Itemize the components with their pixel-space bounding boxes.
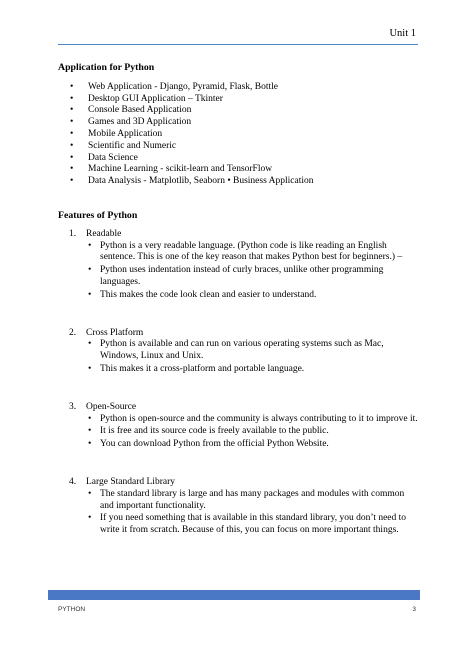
feature-title-text: Readable bbox=[86, 228, 122, 239]
list-item-text: Web Application - Django, Pyramid, Flask, Bottle bbox=[88, 81, 279, 92]
list-item-text: Python is a very readable language. (Python code is like reading an English sentence. This is one of the key reason that makes Python best for beginners.) – bbox=[100, 240, 403, 263]
list-item bbox=[58, 439, 420, 451]
feature-points bbox=[58, 241, 420, 302]
list-item-text: Scientific and Numeric bbox=[88, 140, 177, 151]
bullet-icon: • bbox=[88, 413, 92, 424]
feature-number: 4. bbox=[69, 476, 77, 487]
feature-cross-platform bbox=[58, 328, 420, 376]
header-unit-label: Unit 1 bbox=[389, 28, 416, 39]
list-item bbox=[58, 339, 420, 363]
document-body bbox=[58, 62, 420, 538]
bullet-icon: • bbox=[88, 363, 92, 374]
bullet-icon: • bbox=[70, 81, 74, 92]
bullet-icon: • bbox=[88, 265, 92, 276]
feature-points bbox=[58, 339, 420, 375]
list-item-text: Console Based Application bbox=[88, 105, 192, 116]
list-item-text: Data Analysis - Matplotlib, Seaborn • Business Application bbox=[88, 176, 314, 187]
bullet-icon: • bbox=[88, 426, 92, 437]
header-rule bbox=[58, 44, 418, 45]
bullet-icon: • bbox=[70, 140, 74, 151]
list-item bbox=[58, 82, 420, 94]
footer-bar bbox=[48, 590, 420, 600]
feature-title bbox=[58, 328, 420, 340]
feature-title-text: Open-Source bbox=[86, 401, 137, 412]
list-item bbox=[58, 364, 420, 376]
bullet-icon: • bbox=[70, 105, 74, 116]
spacer bbox=[58, 452, 420, 477]
bullet-icon: • bbox=[70, 117, 74, 128]
feature-title bbox=[58, 477, 420, 489]
feature-open-source bbox=[58, 402, 420, 451]
bullet-icon: • bbox=[88, 513, 92, 524]
list-item-text: Desktop GUI Application – Tkinter bbox=[88, 93, 223, 104]
feature-number: 1. bbox=[69, 228, 77, 239]
list-item bbox=[58, 290, 420, 302]
bullet-icon: • bbox=[70, 176, 74, 187]
spacer bbox=[58, 303, 420, 328]
list-item bbox=[58, 164, 420, 176]
list-item bbox=[58, 241, 420, 265]
list-item-text: If you need something that is available in this standard library, you don’t need to write it from scratch. Because of this, you can focus on more important things. bbox=[100, 513, 407, 536]
bullet-icon: • bbox=[88, 488, 92, 499]
list-item bbox=[58, 129, 420, 141]
page-number: 3 bbox=[412, 606, 416, 613]
list-item bbox=[58, 141, 420, 153]
list-item bbox=[58, 489, 420, 513]
list-item bbox=[58, 176, 420, 188]
bullet-icon: • bbox=[88, 339, 92, 350]
feature-title-text: Cross Platform bbox=[86, 327, 144, 338]
applications-list bbox=[58, 82, 420, 188]
feature-number: 2. bbox=[69, 327, 77, 338]
footer-label: PYTHON bbox=[58, 606, 86, 613]
list-item bbox=[58, 117, 420, 129]
list-item-text: Data Science bbox=[88, 152, 138, 163]
feature-large-standard-library bbox=[58, 477, 420, 537]
feature-title bbox=[58, 229, 420, 241]
feature-points bbox=[58, 489, 420, 537]
list-item bbox=[58, 105, 420, 117]
feature-readable bbox=[58, 229, 420, 302]
list-item bbox=[58, 513, 420, 537]
list-item-text: It is free and its source code is freely available to the public. bbox=[100, 426, 329, 437]
list-item-text: Mobile Application bbox=[88, 128, 163, 139]
list-item-text: Machine Learning - scikit-learn and TensorFlow bbox=[88, 164, 273, 175]
spacer bbox=[58, 377, 420, 402]
list-item-text: This makes it a cross-platform and portable language. bbox=[100, 363, 305, 374]
features-heading: Features of Python bbox=[58, 209, 138, 221]
list-item-text: This makes the code look clean and easier to understand. bbox=[100, 289, 317, 300]
list-item bbox=[58, 153, 420, 165]
list-item bbox=[58, 426, 420, 438]
list-item bbox=[58, 94, 420, 106]
bullet-icon: • bbox=[88, 439, 92, 450]
list-item-text: You can download Python from the official Python Website. bbox=[100, 439, 329, 450]
bullet-icon: • bbox=[88, 240, 92, 251]
list-item-text: Python is available and can run on various operating systems such as Mac, Windows, Linux and Unix. bbox=[100, 339, 384, 362]
bullet-icon: • bbox=[70, 128, 74, 139]
feature-points bbox=[58, 414, 420, 451]
bullet-icon: • bbox=[70, 93, 74, 104]
applications-heading: Application for Python bbox=[58, 62, 155, 73]
list-item-text: Python is open-source and the community is always contributing to it to improve it. bbox=[100, 413, 418, 424]
bullet-icon: • bbox=[70, 152, 74, 163]
list-item bbox=[58, 414, 420, 426]
list-item-text: Python uses indentation instead of curly braces, unlike other programming languages. bbox=[100, 265, 384, 287]
feature-title-text: Large Standard Library bbox=[86, 476, 175, 487]
bullet-icon: • bbox=[70, 164, 74, 175]
list-item bbox=[58, 265, 420, 289]
list-item-text: Games and 3D Application bbox=[88, 117, 192, 128]
list-item-text: The standard library is large and has many packages and modules with common and important functionality. bbox=[100, 488, 405, 511]
feature-number: 3. bbox=[69, 401, 77, 412]
feature-title bbox=[58, 402, 420, 414]
bullet-icon: • bbox=[88, 289, 92, 300]
